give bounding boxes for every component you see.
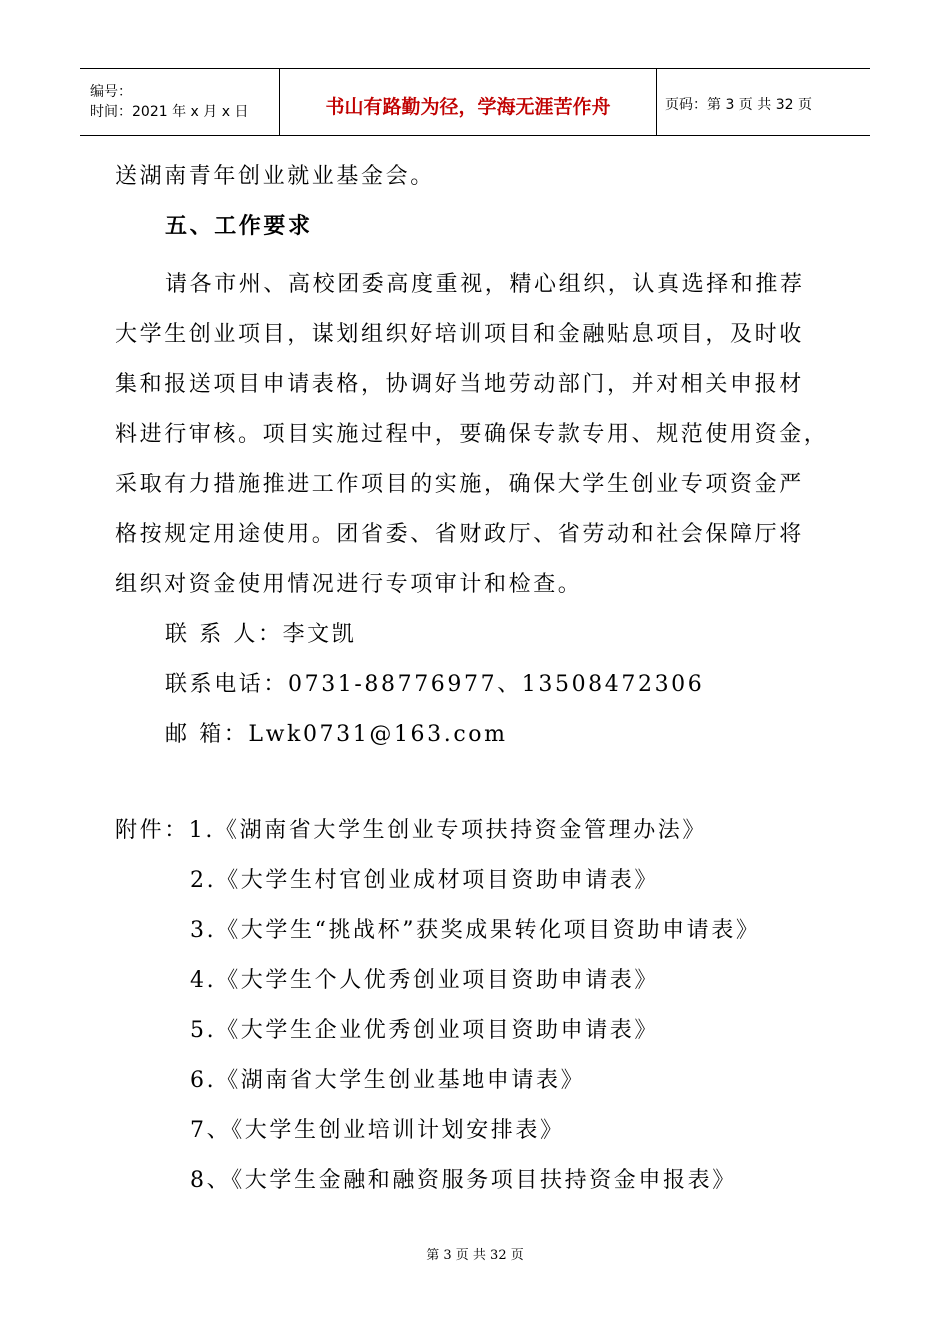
- attachment-item: 3.《大学生“挑战杯”获奖成果转化项目资助申请表》: [190, 918, 761, 943]
- paragraph-line: 组织对资金使用情况进行专项审计和检查。: [115, 572, 583, 597]
- header-motto-cell: [280, 69, 657, 135]
- paragraph-line: 集和报送项目申请表格，协调好当地劳动部门，并对相关申报材: [115, 372, 804, 397]
- header-motto: 书山有路勤为径，学海无涯苦作舟: [325, 95, 611, 118]
- attachment-item: 7、《大学生创业培训计划安排表》: [190, 1118, 565, 1143]
- paragraph-line: 采取有力措施推进工作项目的实施，确保大学生创业专项资金严: [115, 472, 804, 497]
- paragraph-line: 料进行审核。项目实施过程中，要确保专款专用、规范使用资金，: [115, 422, 829, 447]
- section-heading: 五、工作要求: [165, 214, 313, 239]
- contact-person: 联 系 人：李文凯: [165, 622, 357, 647]
- header-page-cell: [657, 69, 870, 135]
- page-footer: 第 3 页 共 32 页: [426, 1248, 524, 1263]
- attachment-item: 2.《大学生村官创业成材项目资助申请表》: [190, 868, 659, 893]
- document-header: [80, 68, 870, 136]
- contact-phone: 联系电话：0731-88776977、13508472306: [165, 672, 705, 697]
- header-page-info: 页码：第 3 页 共 32 页: [665, 97, 812, 113]
- attachment-item: 附件：1.《湖南省大学生创业专项扶持资金管理办法》: [115, 818, 707, 843]
- document-date-label: 时间：2021 年 x 月 x 日: [90, 104, 249, 120]
- attachment-item: 4.《大学生个人优秀创业项目资助申请表》: [190, 968, 659, 993]
- paragraph-line: 请各市州、高校团委高度重视，精心组织，认真选择和推荐: [165, 272, 805, 297]
- header-meta-cell: [80, 69, 280, 135]
- attachment-item: 5.《大学生企业优秀创业项目资助申请表》: [190, 1018, 659, 1043]
- paragraph-line: 大学生创业项目，谋划组织好培训项目和金融贴息项目，及时收: [115, 322, 804, 347]
- contact-email: 邮 箱：Lwk0731@163.com: [165, 722, 508, 747]
- attachment-item: 6.《湖南省大学生创业基地申请表》: [190, 1068, 586, 1093]
- document-number-label: 编号：: [90, 84, 132, 100]
- attachment-item: 8、《大学生金融和融资服务项目扶持资金申报表》: [190, 1168, 737, 1193]
- paragraph-line: 送湖南青年创业就业基金会。: [115, 164, 435, 189]
- paragraph-line: 格按规定用途使用。团省委、省财政厅、省劳动和社会保障厅将: [115, 522, 804, 547]
